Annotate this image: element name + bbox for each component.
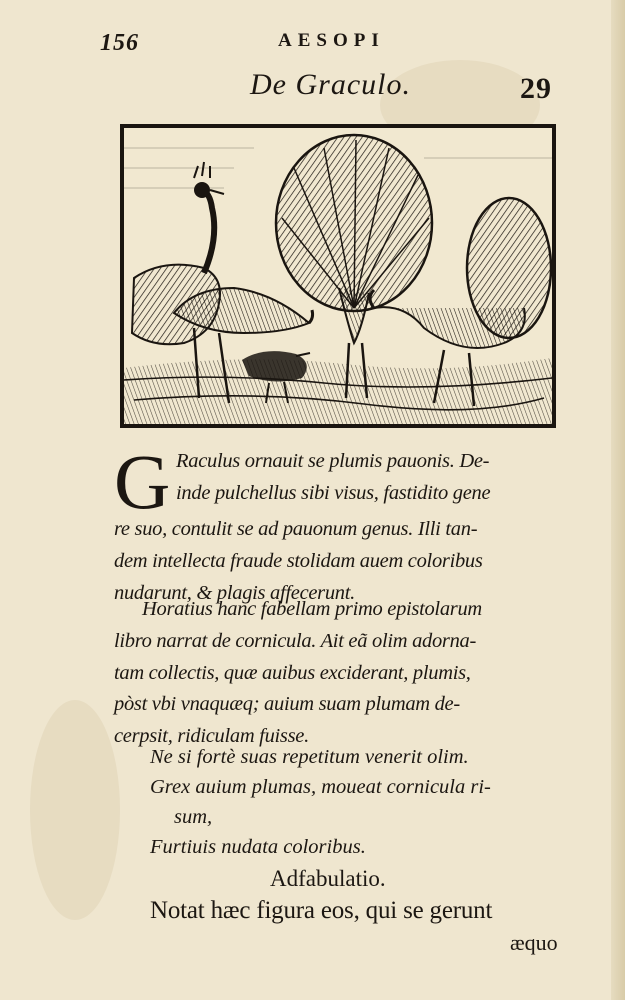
verse-quotation (150, 742, 570, 862)
commentary-line: Horatius hanc fabellam primo epistolarum (142, 598, 482, 620)
fable-number: 29 (520, 72, 552, 105)
fable-line: inde pulchellus sibi visus, fastidito gene (176, 481, 491, 504)
commentary-line: pòst vbi vnaquæq; auium suam plumam de- (114, 693, 460, 716)
verse-line: Ne si fortè suas repetitum venerit olim. (150, 746, 469, 768)
verse-line: sum, (174, 806, 213, 828)
fable-line: dem intellecta fraude stolidam auem coloribus (114, 549, 483, 572)
commentary-line: tam collectis, quæ auibus exciderant, plumis, (114, 661, 471, 684)
fable-title: De Graculo. (250, 68, 411, 101)
page-edge (611, 0, 625, 1000)
commentary-paragraph (114, 594, 569, 753)
drop-cap: G (114, 438, 171, 525)
moral-heading: Adfabulatio. (270, 866, 386, 891)
page-number: 156 (100, 30, 139, 56)
woodcut-peacocks-icon (124, 128, 552, 424)
paper-stain (30, 700, 120, 920)
moral-text: Notat hæc figura eos, qui se gerunt (150, 897, 493, 924)
commentary-line: libro narrat de cornicula. Ait eã olim adorna- (114, 629, 477, 652)
verse-line: Grex auium plumas, moueat cornicula ri- (150, 776, 491, 798)
fable-line: Raculus ornauit se plumis pauonis. De- (176, 450, 490, 472)
fable-line: nudarunt, & plagis affecerunt. (114, 581, 355, 604)
woodcut-illustration (120, 124, 556, 428)
fable-paragraph (114, 438, 569, 609)
running-head: AESOPI (278, 30, 385, 51)
commentary-line: cerpsit, ridiculam fuisse. (114, 725, 309, 748)
verse-line: Furtiuis nudata coloribus. (150, 836, 366, 858)
fable-line: re suo, contulit se ad pauonum genus. Illi tan- (114, 518, 478, 540)
catchword: æquo (510, 930, 558, 955)
